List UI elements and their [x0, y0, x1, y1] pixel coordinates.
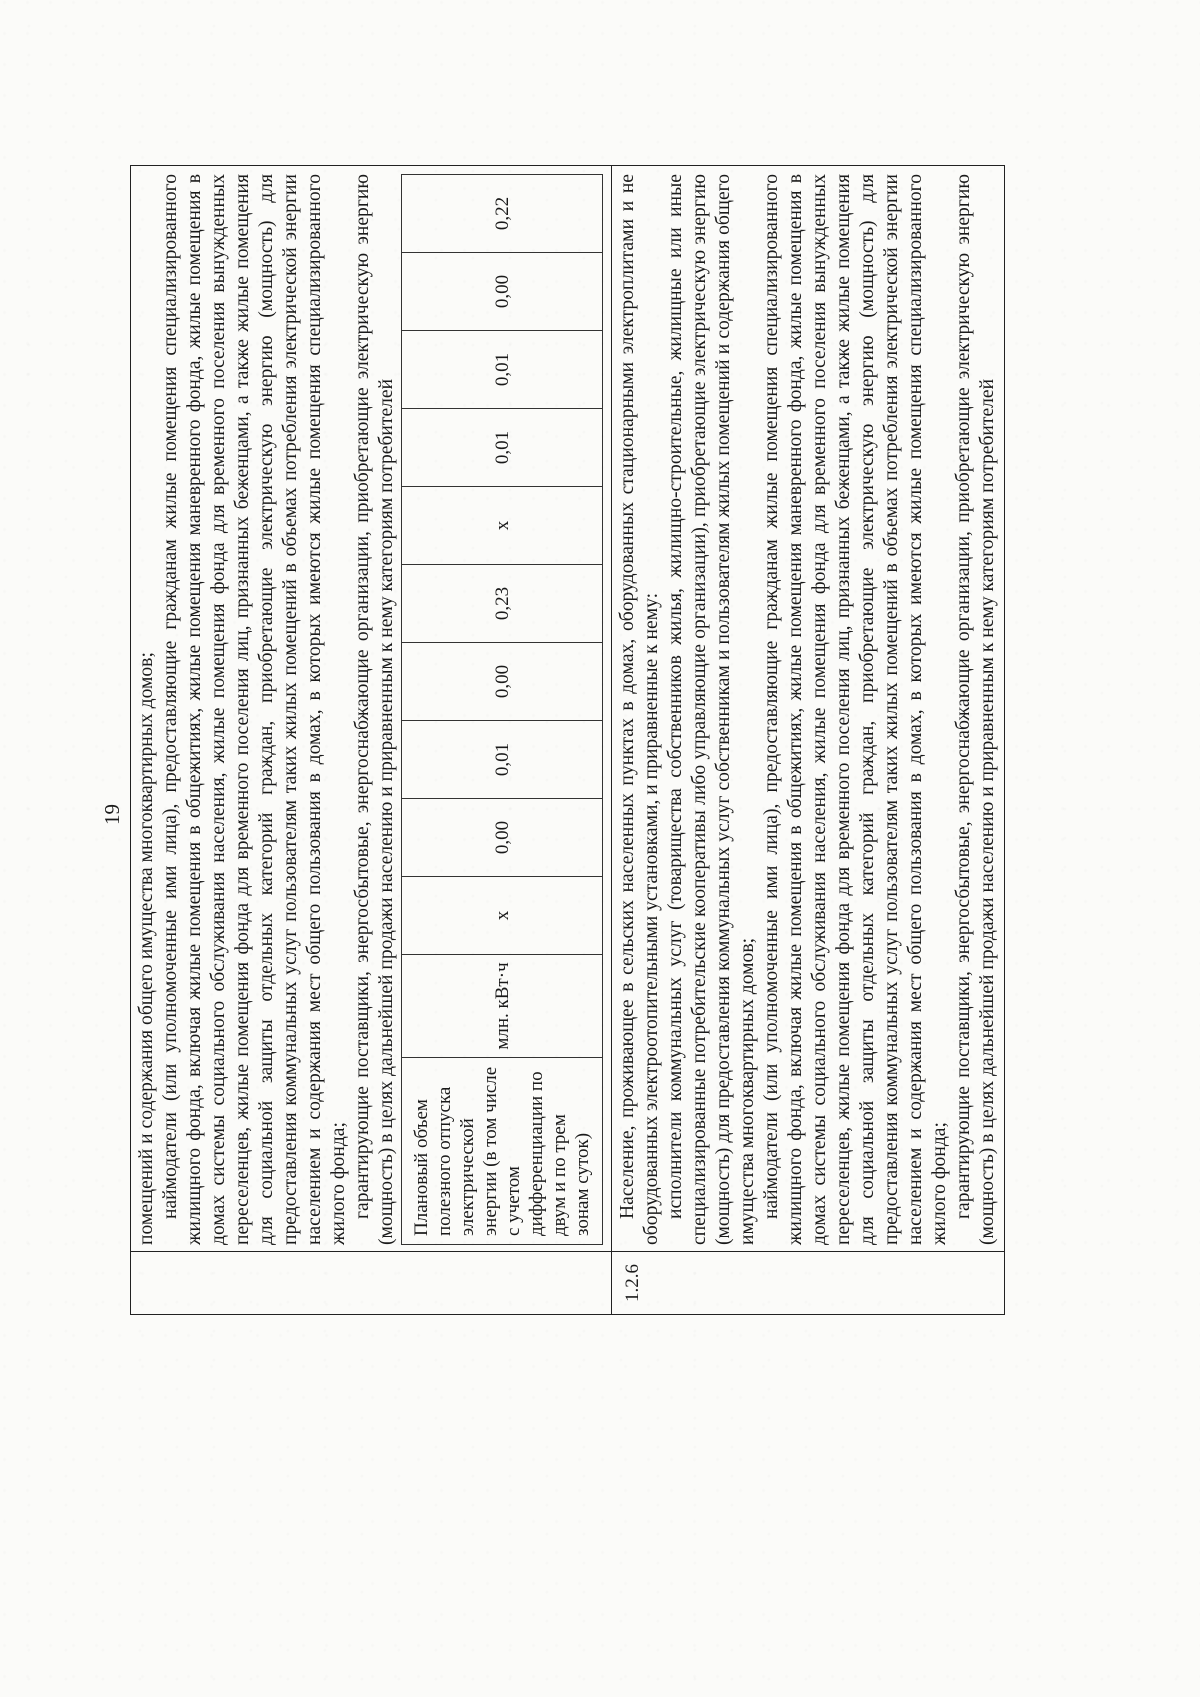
- paragraph: наймодатели (или уполномоченные ими лица), предоставляющие гражданам жилые помещения специализированного жилищного фонда, включая жилые помещения в общежитиях, жилые помещения маневренного фонда, жилые помещения в домах системы социального обслуживания населения, жилые помещения фонда для временного поселения вынужденных переселенцев, жилые помещения фонда для временного поселения лиц, признанных беженцами, а также жилые помещения для социальной защиты отдельных категорий граждан, приобретающие электрическую энергию (мощность) для предоставления коммунальных услуг пользователям таких жилых помещений в объемах потребления электрической энергии населением и содержания мест общего пользования в домах, в которых имеются жилые помещения специализированного жилого фонда;: [761, 174, 950, 1245]
- paragraph: гарантирующие поставщики, энергосбытовые, энергоснабжающие организации, приобретающие электрическую энергию (мощность) в целях дальнейшей продажи населению и приравненным к нему категориям потребителей: [352, 174, 397, 1245]
- value-cell: 0,22: [402, 175, 603, 253]
- unit-cell: млн. кВт·ч: [402, 955, 603, 1058]
- description-cell: [612, 166, 1005, 1252]
- value-cell: х: [402, 487, 603, 565]
- row-number-cell: 1.2.6: [612, 1252, 1005, 1315]
- description-cell: [131, 166, 612, 1252]
- table-row: [131, 166, 612, 1315]
- value-cell: 0,00: [402, 643, 603, 721]
- value-cell: 0,00: [402, 253, 603, 331]
- paragraph: Население, проживающее в сельских населенных пунктах в домах, оборудованных стационарными электроплитами и не оборудованных электроотопительными установками, и приравненные к нему:: [617, 174, 662, 1245]
- table-row: [612, 166, 1005, 1315]
- value-cell: х: [402, 877, 603, 955]
- indicator-table: [401, 174, 603, 1245]
- paragraph: гарантирующие поставщики, энергосбытовые, энергоснабжающие организации, приобретающие электрическую энергию (мощность) в целях дальнейшей продажи населению и приравненным к нему категориям потребителей: [953, 174, 998, 1245]
- value-cell: 0,01: [402, 721, 603, 799]
- tariff-table: [130, 165, 1005, 1315]
- value-cell: 0,01: [402, 409, 603, 487]
- indicator-row: [402, 175, 603, 1245]
- paragraph: наймодатели (или уполномоченные ими лица), предоставляющие гражданам жилые помещения специализированного жилищного фонда, включая жилые помещения в общежитиях, жилые помещения маневренного фонда, жилые помещения в домах системы социального обслуживания населения, жилые помещения фонда для временного поселения вынужденных переселенцев, жилые помещения фонда для временного поселения лиц, признанных беженцами, а также жилые помещения для социальной защиты отдельных категорий граждан, приобретающие электрическую энергию (мощность) для предоставления коммунальных услуг пользователям таких жилых помещений в объемах потребления электрической энергии населением и содержания мест общего пользования в домах, в которых имеются жилые помещения специализированного жилого фонда;: [160, 174, 349, 1245]
- value-cell: 0,00: [402, 799, 603, 877]
- paragraph: помещений и содержания общего имущества многоквартирных домов;: [136, 652, 157, 1245]
- rotated-table-area: [130, 165, 1085, 1315]
- paragraph: исполнители коммунальных услуг (товарищества собственников жилья, жилищно-строительные, жилищные или иные специализированные потребительские кооперативы либо управляющие организации), приобретающие электрическую энергию (мощность) для предоставления коммунальных услуг собственникам и пользователям жилых помещений и содержания общего имущества многоквартирных домов;: [665, 174, 758, 1245]
- page-number: 19: [100, 804, 124, 825]
- indicator-label: Плановый объем полезного отпуска электрической энергии (в том числе с учетом дифференциации по двум и по трем зонам суток): [402, 1058, 603, 1245]
- row-number-cell: [131, 1252, 612, 1315]
- value-cell: 0,23: [402, 565, 603, 643]
- value-cell: 0,01: [402, 331, 603, 409]
